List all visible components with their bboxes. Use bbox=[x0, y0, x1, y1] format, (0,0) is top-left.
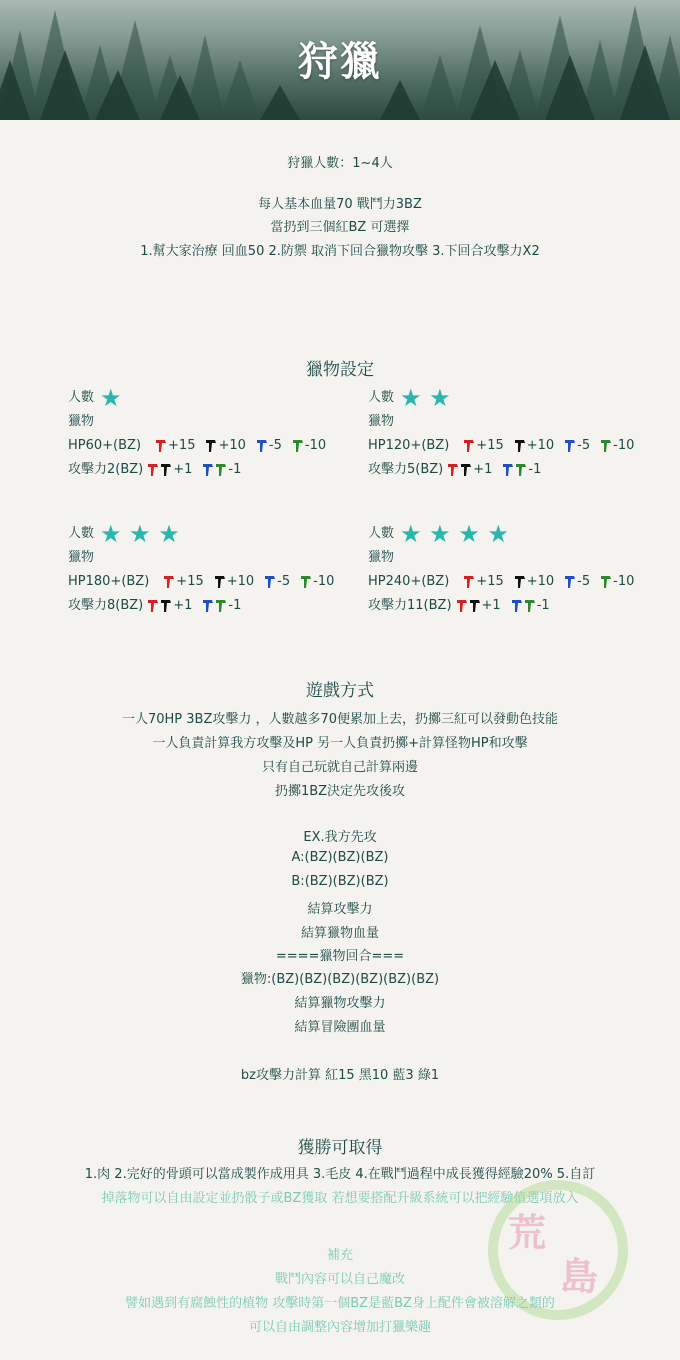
bz-damage-calc: bz攻擊力計算 紅15 黑10 藍3 綠1 bbox=[240, 1068, 440, 1083]
hp-red-mod: +15 bbox=[463, 570, 503, 594]
prey-hp: HP60+(BZ) bbox=[68, 438, 142, 453]
bz-piece-icon bbox=[524, 598, 536, 614]
bz-piece-icon bbox=[205, 438, 217, 454]
gameplay-line: 一人負責計算我方攻擊及HP 另一人負責扔擲+計算怪物HP和攻擊 bbox=[152, 736, 528, 751]
prey-player-count bbox=[68, 522, 348, 546]
bz-piece-icon bbox=[600, 574, 612, 590]
bz-piece-icon bbox=[514, 574, 526, 590]
bz-piece-icon bbox=[163, 574, 175, 590]
bz-piece-icon bbox=[460, 462, 472, 478]
prey-settings-heading: 獵物設定 bbox=[306, 360, 374, 380]
atk-plus-mod: +1 bbox=[456, 594, 501, 618]
prey-hp-row bbox=[368, 434, 648, 458]
players-range: 狩獵人數：1~4人 bbox=[287, 156, 393, 171]
prey-label-row bbox=[368, 546, 648, 570]
logo-char: 島 bbox=[560, 1255, 599, 1299]
prey-attack-row bbox=[368, 594, 648, 618]
bz-piece-icon bbox=[160, 462, 172, 478]
prey-hp: HP120+(BZ) bbox=[368, 438, 450, 453]
rewards-heading: 獲勝可取得 bbox=[297, 1138, 383, 1158]
bz-piece-icon bbox=[564, 574, 576, 590]
gameplay-heading: 遊戲方式 bbox=[306, 681, 374, 701]
bz-piece-icon bbox=[202, 598, 214, 614]
supplement-line: 可以自由調整內容增加打獵樂趣 bbox=[248, 1320, 431, 1335]
hp-red-mod: +15 bbox=[463, 434, 503, 458]
prey-card-3 bbox=[68, 522, 348, 618]
bz-piece-icon bbox=[147, 598, 159, 614]
supplement-heading: 補充 bbox=[326, 1248, 353, 1263]
atk-plus-mod: +1 bbox=[147, 458, 192, 482]
bz-piece-icon bbox=[155, 438, 167, 454]
bz-piece-icon bbox=[469, 598, 481, 614]
prey-player-count bbox=[68, 386, 348, 410]
prey-card-4 bbox=[368, 522, 648, 618]
atk-plus-mod: +1 bbox=[447, 458, 492, 482]
prey-label: 獵物 bbox=[368, 550, 395, 565]
people-label: 人數 bbox=[368, 390, 395, 405]
bz-piece-icon bbox=[456, 598, 468, 614]
people-label: 人數 bbox=[68, 390, 95, 405]
logo-char: 荒 bbox=[508, 1211, 547, 1255]
star-icon: ★ ★ ★ ★ bbox=[400, 520, 509, 548]
example-line: 結算獵物血量 bbox=[300, 926, 379, 941]
prey-hp-row bbox=[68, 570, 348, 594]
example-line: 獵物:(BZ)(BZ)(BZ)(BZ)(BZ)(BZ) bbox=[240, 972, 440, 987]
hp-red-mod: +15 bbox=[163, 570, 203, 594]
hp-red-mod: +15 bbox=[155, 434, 195, 458]
gameplay-line: 扔擲1BZ決定先攻後攻 bbox=[274, 784, 406, 799]
bz-piece-icon bbox=[300, 574, 312, 590]
supplement-line: 戰鬥內容可以自己魔改 bbox=[274, 1272, 405, 1287]
bz-piece-icon bbox=[463, 574, 475, 590]
prey-attack: 攻擊力2(BZ) bbox=[68, 462, 144, 477]
prey-label: 獵物 bbox=[68, 550, 95, 565]
gameplay-line: 只有自己玩就自己計算兩邊 bbox=[261, 760, 418, 775]
gameplay-line: 一人70HP 3BZ攻擊力 ，人數越多70便累加上去，扔擲三紅可以發動色技能 bbox=[121, 712, 559, 727]
prey-attack: 攻擊力5(BZ) bbox=[368, 462, 444, 477]
example-line: 結算冒險團血量 bbox=[294, 1020, 386, 1035]
prey-attack-row bbox=[68, 594, 348, 618]
atk-minus-mod: -1 bbox=[202, 594, 241, 618]
prey-hp-row bbox=[368, 570, 648, 594]
bz-piece-icon bbox=[214, 574, 226, 590]
hp-green-mod: -10 bbox=[300, 570, 334, 594]
bz-piece-icon bbox=[511, 598, 523, 614]
atk-plus-mod: +1 bbox=[147, 594, 192, 618]
atk-minus-mod: -1 bbox=[202, 458, 241, 482]
bz-piece-icon bbox=[256, 438, 268, 454]
atk-minus-mod: -1 bbox=[511, 594, 550, 618]
hp-blue-mod: -5 bbox=[564, 570, 590, 594]
prey-attack-row bbox=[368, 458, 648, 482]
example-line: 結算獵物攻擊力 bbox=[294, 996, 386, 1011]
hp-black-mod: +10 bbox=[514, 570, 554, 594]
prey-attack-row bbox=[68, 458, 348, 482]
bz-piece-icon bbox=[147, 462, 159, 478]
triple-red-note: 當扔到三個紅BZ 可選擇 bbox=[270, 220, 410, 235]
star-icon: ★ ★ bbox=[400, 384, 451, 412]
bz-piece-icon bbox=[160, 598, 172, 614]
prey-hp: HP180+(BZ) bbox=[68, 574, 150, 589]
bz-piece-icon bbox=[447, 462, 459, 478]
rewards-note: 掉落物可以自由設定並扔骰子或BZ獲取 若想要搭配升級系統可以把經驗值選項放入 bbox=[101, 1191, 579, 1206]
page-title: 狩獵 bbox=[298, 39, 382, 85]
prey-player-count bbox=[368, 522, 648, 546]
bz-piece-icon bbox=[292, 438, 304, 454]
prey-attack: 攻擊力11(BZ) bbox=[368, 598, 452, 613]
hp-blue-mod: -5 bbox=[256, 434, 282, 458]
prey-card-2 bbox=[368, 386, 648, 482]
prey-player-count bbox=[368, 386, 648, 410]
base-stats: 每人基本血量70 戰鬥力3BZ bbox=[258, 197, 422, 212]
bz-piece-icon bbox=[564, 438, 576, 454]
bz-piece-icon bbox=[215, 462, 227, 478]
bz-piece-icon bbox=[515, 462, 527, 478]
prey-label-row bbox=[68, 410, 348, 434]
example-line: A:(BZ)(BZ)(BZ) bbox=[291, 850, 389, 865]
hp-black-mod: +10 bbox=[205, 434, 245, 458]
hp-black-mod: +10 bbox=[214, 570, 254, 594]
bz-piece-icon bbox=[202, 462, 214, 478]
rewards-list: 1.肉 2.完好的骨頭可以當成製作成用具 3.毛皮 4.在戰鬥過程中成長獲得經驗20% 5.自訂 bbox=[84, 1167, 596, 1182]
bz-piece-icon bbox=[215, 598, 227, 614]
prey-hp: HP240+(BZ) bbox=[368, 574, 450, 589]
supplement-line: 譬如遇到有腐蝕性的植物 攻擊時第一個BZ是藍BZ身上配件會被溶解之類的 bbox=[125, 1296, 555, 1311]
prey-label-row bbox=[68, 546, 348, 570]
prey-label-row bbox=[368, 410, 648, 434]
atk-minus-mod: -1 bbox=[502, 458, 541, 482]
people-label: 人數 bbox=[368, 526, 395, 541]
prey-attack: 攻擊力8(BZ) bbox=[68, 598, 144, 613]
hp-blue-mod: -5 bbox=[264, 570, 290, 594]
prey-card-1 bbox=[68, 386, 348, 482]
hp-blue-mod: -5 bbox=[564, 434, 590, 458]
hp-green-mod: -10 bbox=[600, 570, 634, 594]
people-label: 人數 bbox=[68, 526, 95, 541]
hp-green-mod: -10 bbox=[292, 434, 326, 458]
bz-piece-icon bbox=[264, 574, 276, 590]
bz-piece-icon bbox=[502, 462, 514, 478]
example-line: B:(BZ)(BZ)(BZ) bbox=[291, 874, 389, 889]
star-icon: ★ ★ ★ bbox=[100, 520, 180, 548]
hp-black-mod: +10 bbox=[514, 434, 554, 458]
star-icon: ★ bbox=[100, 384, 122, 412]
example-line: EX.我方先攻 bbox=[303, 830, 377, 845]
hp-green-mod: -10 bbox=[600, 434, 634, 458]
prey-label: 獵物 bbox=[368, 414, 395, 429]
bz-piece-icon bbox=[600, 438, 612, 454]
example-line: ====獵物回合=== bbox=[275, 949, 405, 964]
example-line: 結算攻擊力 bbox=[307, 902, 373, 917]
forest-banner bbox=[0, 0, 680, 120]
bz-piece-icon bbox=[514, 438, 526, 454]
prey-hp-row bbox=[68, 434, 348, 458]
bz-piece-icon bbox=[463, 438, 475, 454]
prey-label: 獵物 bbox=[68, 414, 95, 429]
triple-red-options: 1.幫大家治療 回血50 2.防禦 取消下回合獵物攻擊 3.下回合攻擊力X2 bbox=[140, 244, 540, 259]
